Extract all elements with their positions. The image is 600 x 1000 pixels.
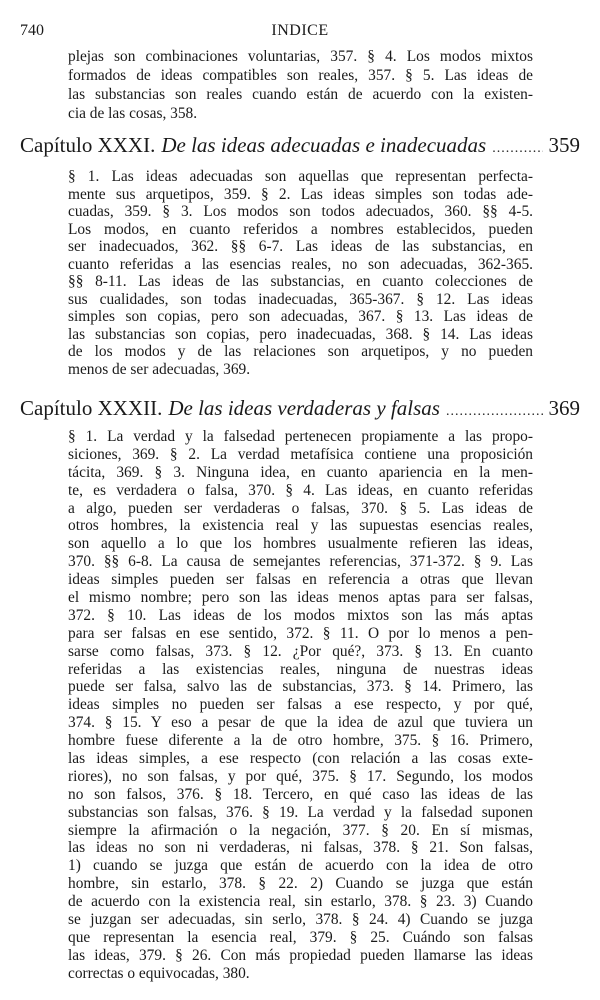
text-line: menos de ser adecuadas, 369. — [68, 360, 251, 378]
text-line: las substancias son copias, pero inadecuadas, 368. § 14. Las ideas — [68, 325, 533, 343]
text-line: de acuerdo con la existencia real, sin estarlo, 378. § 23. 3) Cuando — [68, 893, 533, 911]
text-line: hombre, sin estarlo, 378. § 22. 2) Cuando se juzga que están — [68, 875, 533, 893]
index-paragraph-continued — [68, 47, 533, 123]
chapter-title: De las ideas adecuadas e inadecuadas — [161, 133, 487, 157]
text-line: a algo, pueden ser verdaderas o falsas, 370. § 5. Las ideas de — [68, 499, 533, 517]
text-line: el mismo nombre; pero son las ideas menos aptas para ser falsas, — [68, 589, 533, 607]
text-line: hombre fuese diferente a la de otro hombre, 375. § 16. Primero, — [68, 732, 533, 750]
text-line: otros hombres, la existencia real y las supuestas esencias reales, — [68, 517, 533, 535]
text-line: § 1. La verdad y la falsedad pertenecen propiamente a las propo- — [68, 428, 533, 445]
text-line: cia de las cosas, 358. — [68, 105, 198, 122]
text-line: 374. § 15. Y eso a pesar de que la idea de azul que tuviera un — [68, 714, 533, 732]
running-head: INDICE — [271, 22, 329, 39]
chapter-heading-xxxii[interactable] — [20, 396, 580, 421]
text-line: 1) cuando se juzga que están de acuerdo con la idea de otro — [68, 857, 533, 875]
page-number: 740 — [20, 22, 44, 39]
text-line: las ideas no son ni verdaderas, ni falsas, 378. § 21. Son falsas, — [68, 839, 533, 857]
chapter-page: 359 — [548, 133, 580, 157]
text-line: no son falsos, 376. § 18. Tercero, en qué caso las ideas de las — [68, 785, 533, 803]
chapter-page: 369 — [548, 396, 580, 420]
text-line: Los modos, en cuanto referidos a nombres establecidos, pueden — [68, 220, 533, 238]
text-line: las ideas simples, a ese respecto (con relación a las cosas exte- — [68, 750, 533, 768]
chapter-heading-xxxi[interactable] — [20, 133, 580, 158]
text-line: tácita, 369. § 3. Ninguna idea, en cuanto apariencia en la men- — [68, 463, 533, 481]
chapter-label: Capítulo XXXII. — [20, 396, 163, 420]
chapter-xxxi-summary — [68, 168, 533, 378]
text-line: que representan la esencia real, 379. § 25. Cuándo son falsas — [68, 928, 533, 946]
text-line: las substancias son reales cuando están de acuerdo con la existen- — [68, 86, 533, 103]
text-line: ideas simples pueden ser falsas en referencia a otras que llevan — [68, 571, 533, 589]
dot-leader — [446, 404, 543, 420]
chapter-title: De las ideas verdaderas y falsas — [168, 396, 440, 420]
text-line: §§ 8-11. Las ideas de las substancias, en cuanto colecciones de — [68, 273, 533, 290]
chapter-label: Capítulo XXXI. — [20, 133, 156, 157]
text-line: plejas son combinaciones voluntarias, 357. § 4. Los modos mixtos — [68, 48, 533, 65]
text-line: siempre la afirmación o la negación, 377. § 20. En sí mismas, — [68, 821, 533, 839]
text-line: correctas o equivocadas, 380. — [68, 964, 250, 982]
chapter-xxxii-summary — [68, 428, 533, 983]
text-line: son aquello a lo que los hombres usualmente refieren las ideas, — [68, 535, 533, 553]
text-line: para ser falsas en ese sentido, 372. § 11. O por lo menos a pen- — [68, 624, 533, 642]
text-line: te, es verdadera o falsa, 370. § 4. Las ideas, en cuanto referidas — [68, 481, 533, 499]
text-line: substancias son falsas, 376. § 19. La verdad y la falsedad suponen — [68, 803, 533, 821]
text-line: 370. §§ 6-8. La causa de semejantes referencias, 371-372. § 9. Las — [68, 553, 533, 571]
text-line: ideas simples no pueden ser falsas a ese respecto, y por qué, — [68, 696, 533, 714]
text-line: referidas a las existencias reales, ninguna de nuestras ideas — [68, 660, 533, 678]
text-line: cuadas, 359. § 3. Los modos son todos adecuados, 360. §§ 4-5. — [68, 203, 533, 220]
text-line: 372. § 10. Las ideas de los modos mixtos son las más aptas — [68, 606, 533, 624]
text-line: puede ser falsa, salvo las de substancias, 373. § 14. Primero, las — [68, 678, 533, 696]
text-line: siciones, 369. § 2. La verdad metafísica contiene una proposición — [68, 445, 533, 463]
text-line: de los modos y de las relaciones son arquetipos, y no pueden — [68, 343, 533, 360]
text-line: mente sus arquetipos, 359. § 2. Las ideas simples son todas ade- — [68, 185, 533, 203]
text-line: sus cualidades, son todas inadecuadas, 365-367. § 12. Las ideas — [68, 290, 533, 308]
text-line: se juzgan ser adecuadas, sin serlo, 378. § 24. 4) Cuando se juzga — [68, 911, 533, 929]
text-line: simples son copias, pero son adecuadas, 367. § 13. Las ideas de — [68, 308, 533, 325]
text-line: las ideas, 379. § 26. Con más propiedad pueden llamarse las ideas — [68, 946, 533, 964]
text-line: riores), no son falsas, y por qué, 375. § 17. Segundo, los modos — [68, 767, 533, 785]
text-line: ser inadecuados, 362. §§ 6-7. Las ideas de las substancias, en — [68, 238, 533, 255]
text-line: cuanto referidas a las esencias reales, no son adecuadas, 362-365. — [68, 255, 533, 273]
dot-leader — [492, 141, 542, 157]
text-line: sarse como falsas, 373. § 12. ¿Por qué?, 373. § 13. En cuanto — [68, 642, 533, 660]
text-line: § 1. Las ideas adecuadas son aquellas que representan perfecta- — [68, 168, 533, 185]
text-line: formados de ideas compatibles son reales, 357. § 5. Las ideas de — [68, 67, 533, 84]
